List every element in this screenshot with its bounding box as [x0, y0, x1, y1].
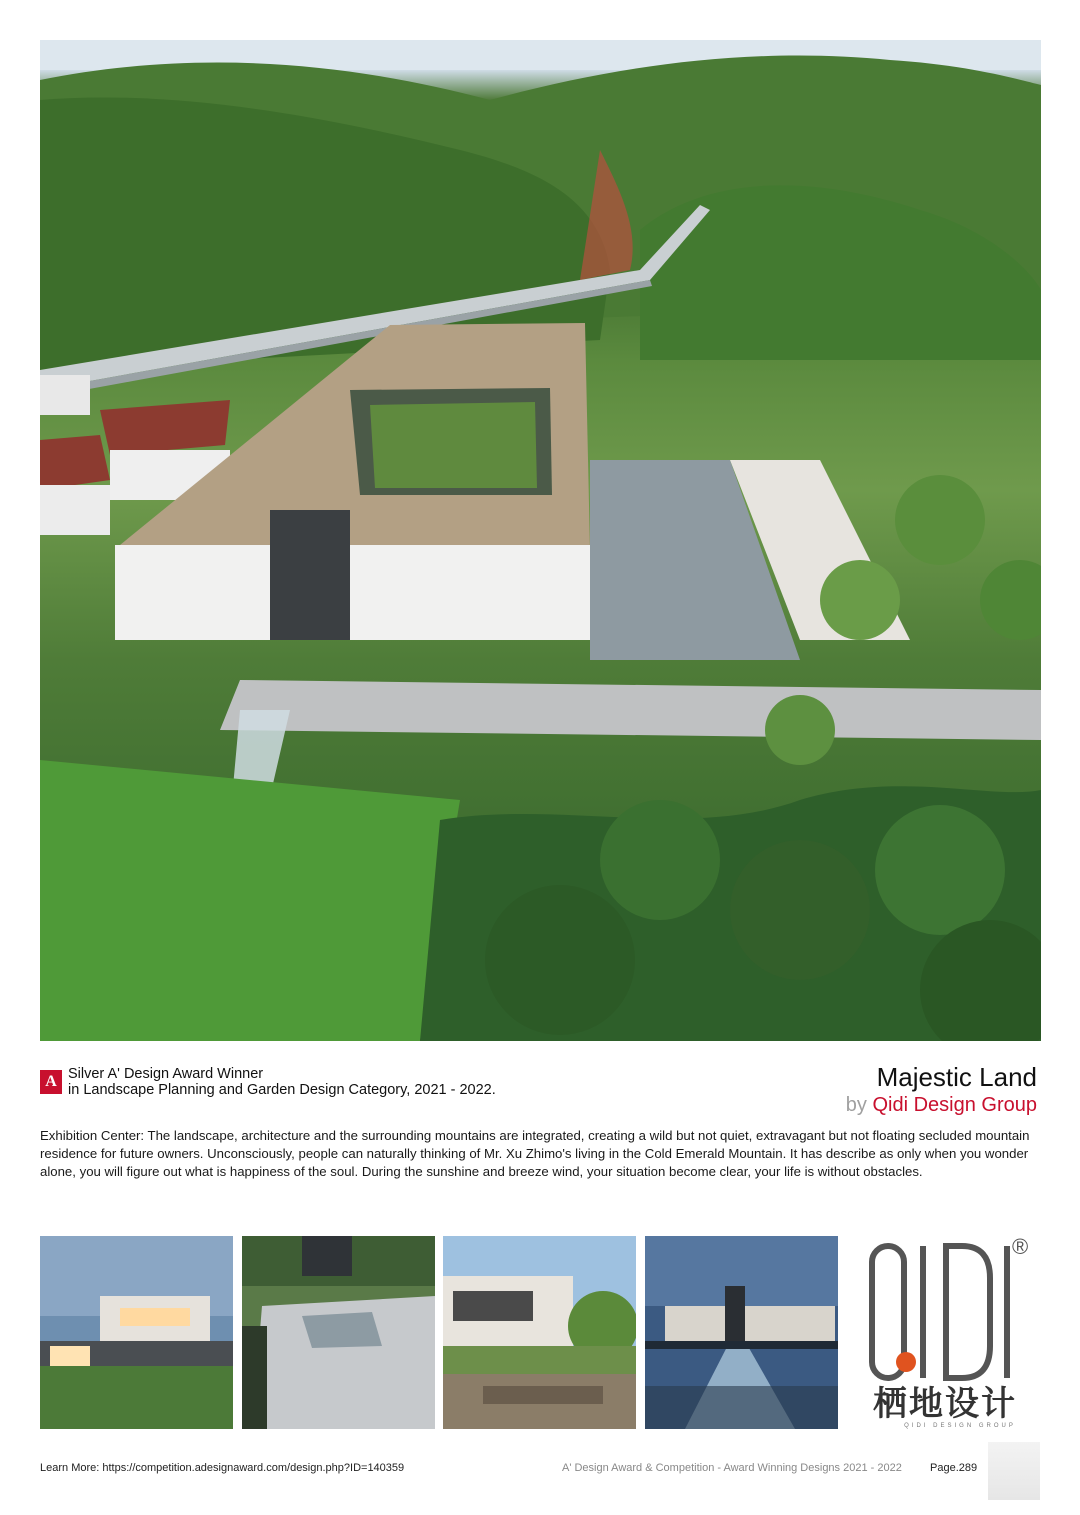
- award-line-1: Silver A' Design Award Winner: [68, 1066, 264, 1082]
- designer-byline: [846, 1092, 1037, 1118]
- hero-photo: [40, 40, 1041, 1041]
- thumbnail-1-image: [40, 1236, 233, 1429]
- learn-more-link[interactable]: Learn More: https://competition.adesignaward.com/design.php?ID=140359: [40, 1462, 405, 1474]
- registered-mark: ®: [1012, 1234, 1029, 1259]
- design-title-block: [846, 1062, 1037, 1118]
- thumbnail-4-image: [645, 1236, 838, 1429]
- watermark-icon: [988, 1442, 1040, 1500]
- by-label: by: [845, 1094, 867, 1116]
- award-caption: [68, 1066, 496, 1098]
- page-number: Page.289: [930, 1462, 978, 1474]
- qidi-chinese-name: 栖地设计: [873, 1385, 1017, 1423]
- thumbnail-3: [443, 1236, 636, 1429]
- award-line-2: in Landscape Planning and Garden Design Category, 2021 - 2022.: [68, 1082, 496, 1098]
- designer-name: Qidi Design Group: [872, 1094, 1037, 1116]
- qidi-english-name: QIDI DESIGN GROUP: [904, 1423, 1016, 1429]
- design-description: Exhibition Center: The landscape, architecture and the surrounding mountains are integrated, creating a wild but not quiet, extravagant but not floating secluded mountain residence for future owners. Unconsciously, people can naturally thinking of Mr. Xu Zhimo's living in the Cold Emerald Mountain. It has describe as only when you wonder alone, you will figure out what is happiness of the soul. During the sunshine and breeze wind, your situation become clear, your life is without obstacles.: [40, 1128, 1030, 1180]
- a-design-award-logo: A: [40, 1070, 62, 1094]
- thumbnail-3-image: [443, 1236, 636, 1429]
- hero-illustration: [40, 40, 1041, 1041]
- thumbnail-2: [242, 1236, 435, 1429]
- publication-name: A' Design Award & Competition - Award Winning Designs 2021 - 2022: [562, 1462, 902, 1474]
- thumbnail-2-image: [242, 1236, 435, 1429]
- thumbnail-1: [40, 1236, 233, 1429]
- thumbnail-4: [645, 1236, 838, 1429]
- design-title: Majestic Land: [876, 1062, 1037, 1092]
